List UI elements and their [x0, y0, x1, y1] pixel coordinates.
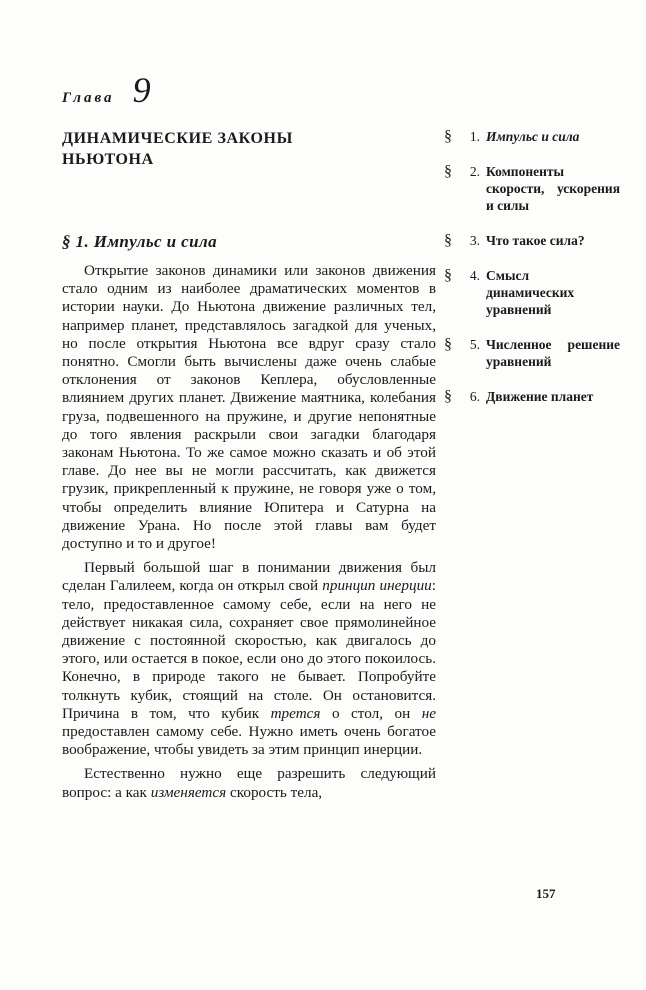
section-sign: §	[444, 388, 452, 405]
toc-label: Что такое сила?	[486, 233, 585, 248]
section-sign: §	[444, 336, 452, 353]
text-run: : тело, предоставленное самому себе, если на него не действует никакая сила, сохраняет свое прямолинейное движение с постоянной скоростью, как двигалось до этого, или остается в покое, если оно до этого покоилось. Конечно, в природе такого не бывает. Попробуйте толкнуть кубик, стоящий на столе. Он остановится. Причина в том, что кубик	[62, 577, 437, 722]
emphasis: принцип инерции	[322, 577, 432, 595]
text-run: скорость тела,	[226, 783, 323, 801]
chapter-title	[62, 128, 362, 170]
toc-item	[444, 232, 620, 249]
toc-label: Компоненты скорости, ускорения и силы	[486, 164, 620, 213]
chapter-title-line: НЬЮТОНА	[62, 151, 154, 168]
paragraph	[62, 559, 436, 759]
text-run: Естественно нужно еще разрешить следующий вопрос: а как	[62, 765, 436, 801]
section-sign: §	[444, 163, 452, 180]
toc-number: 5.	[469, 337, 480, 352]
toc-label: Движение планет	[486, 389, 594, 404]
toc-number: 1.	[469, 129, 480, 144]
chapter-word: Глава	[62, 90, 115, 106]
section-sign: §	[444, 128, 452, 145]
toc-number: 6.	[469, 389, 480, 404]
page-number: 157	[536, 886, 556, 901]
toc-number: 2.	[469, 164, 480, 179]
chapter-contents	[444, 128, 620, 423]
section-sign: §	[444, 232, 452, 249]
section-sign: §	[444, 267, 452, 284]
toc-item	[444, 163, 620, 214]
text-run: о стол, он	[320, 704, 422, 722]
chapter-title-line: ДИНАМИЧЕСКИЕ ЗАКОНЫ	[62, 130, 293, 147]
emphasis: трется	[270, 704, 321, 722]
emphasis: изменяется	[150, 783, 227, 801]
text-run: Первый большой шаг в понимании движения был сделан Галилеем, когда он открыл свой	[62, 559, 436, 595]
toc-item	[444, 128, 620, 145]
toc-item	[444, 388, 620, 405]
paragraph	[62, 765, 436, 801]
toc-label: Смысл динамических уравнений	[486, 268, 575, 317]
toc-item	[444, 336, 620, 370]
text-run: предоставлен самому себе. Нужно иметь очень богатое воображение, чтобы увидеть за этим принцип инерции.	[62, 723, 436, 759]
toc-number: 3.	[469, 233, 480, 248]
paragraph: Открытие законов динамики или законов движения стало одним из наиболее драматических моментов в истории науки. До Ньютона движение различных тел, например планет, представлялось загадкой для ученых, но после открытия Ньютона все вдруг сразу стало понятно. Смогли быть вычислены даже очень слабые отклонения от законов Кеплера, обусловленные влиянием других планет. Движение маятника, колебания груза, подвешенного на пружине, и другие непонятные до того явления раскрыли свои загадки благодаря законам Ньютона. То же самое можно сказать и об этой главе. До нее вы не могли рассчитать, как движется грузик, прикрепленный к пружине, не говоря уже о том, чтобы определить влияние Юпитера и Сатурна на движение Урана. Но после этой главы вам будет доступно и то и другое!	[62, 262, 436, 553]
emphasis: не	[421, 704, 436, 722]
chapter-number: 9	[132, 70, 151, 110]
toc-label: Импульс и сила	[486, 129, 580, 144]
chapter-heading	[62, 72, 151, 108]
toc-label: Численное решение уравнений	[486, 337, 620, 369]
section-heading: § 1. Импульс и сила	[62, 232, 217, 251]
toc-item	[444, 267, 620, 318]
body-text	[62, 262, 436, 802]
toc-number: 4.	[469, 268, 480, 283]
